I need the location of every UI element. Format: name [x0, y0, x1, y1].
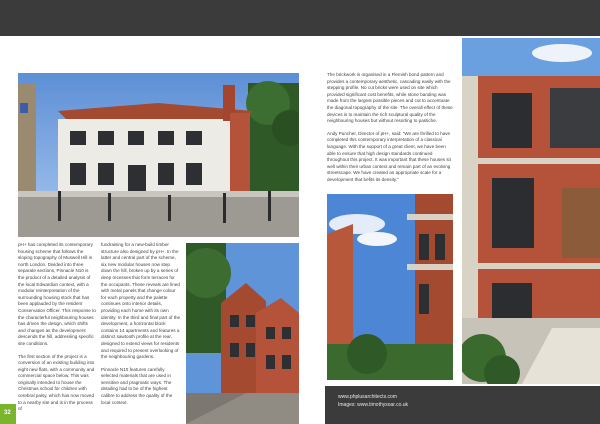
photo-modular-houses	[462, 38, 600, 384]
text-column-1	[18, 242, 96, 419]
page-number: 32	[4, 410, 11, 416]
paragraph: pH+ has completed its contemporary housing scheme that follows the sloping topography of Muswell Hill in north London. Divided into three separate sections, Pinnacle N10 is the product of a detailed analysis of the local Edwardian context, with a modular reinterpretation of the surrounding housing stock that has been applauded by the resident Conservation Officer. This response to the characterful neighbouring houses has driven the design, which shifts and changes as the development descends the hill, addressing specific site conditions.	[18, 242, 96, 346]
text-column-3	[327, 72, 454, 190]
website-link[interactable]: www.phplusarchitects.com	[338, 394, 397, 400]
photo-street-terrace	[186, 243, 299, 424]
top-banner	[0, 0, 600, 36]
paragraph: The first section of the project is a conversion of an existing building into eight new flats, with a community and commercial space below. This was originally intended to house the Christmas school for children with cerebral palsy, which has now moved to a nearby site and is in the process of	[18, 353, 95, 412]
photo-brick-facade	[327, 194, 453, 380]
photo-edwardian-house	[18, 73, 299, 237]
paragraph: Andy Puncher, Director of pH+, said: “We are thrilled to have completed this contemporary interpretation of a classical language. With the support of a great client, we have been able to ensure that high design standards continued throughout this project. It was important that these houses sit well within their urban context and remain part of an evolving streetscape. We have created an appropriate scale for a development that befits its density.”	[327, 130, 451, 182]
text-column-2	[101, 242, 181, 412]
photo-credits	[338, 393, 408, 409]
image-credit: Images: www.timothysoar.co.uk	[338, 402, 409, 408]
paragraph: Pinnacle N10 features carefully selected materials that are used in sensitive and pragmatic ways. The detailing had to be of the highest calibre to address the quality of the local context.	[101, 366, 173, 405]
paragraph: fundraising for a new-build timber structure also designed by pH+. In the latter and central part of the scheme, six new modular houses now step down the hill, broken up by a series of deep recesses that form terraces for the occupants. These reveals are lined with metal panels that change colour for each property and the palette continues onto interior details, providing each home with its own identity. In the third and final part of the development, a horizontal block contains 14 apartments and features a distinct sawtooth profile at the rear, designed to extend views for residents and required to present overlooking of the neighbouring gardens.	[101, 242, 181, 360]
paragraph: The brickwork is organised in a Flemish bond pattern and provides a contemporary aesthetic, cascading easily with the stepping profile. No cut bricks were used on site which provided significant cost benefits, while stone banding was made from the largest possible pieces and cut to accentuate the diagonal topography of the site. The overall effect of these devices is to maintain the rich sculptural quality of the neighbouring houses but without resorting to pastiche.	[327, 72, 453, 124]
page-number-badge	[0, 404, 16, 424]
